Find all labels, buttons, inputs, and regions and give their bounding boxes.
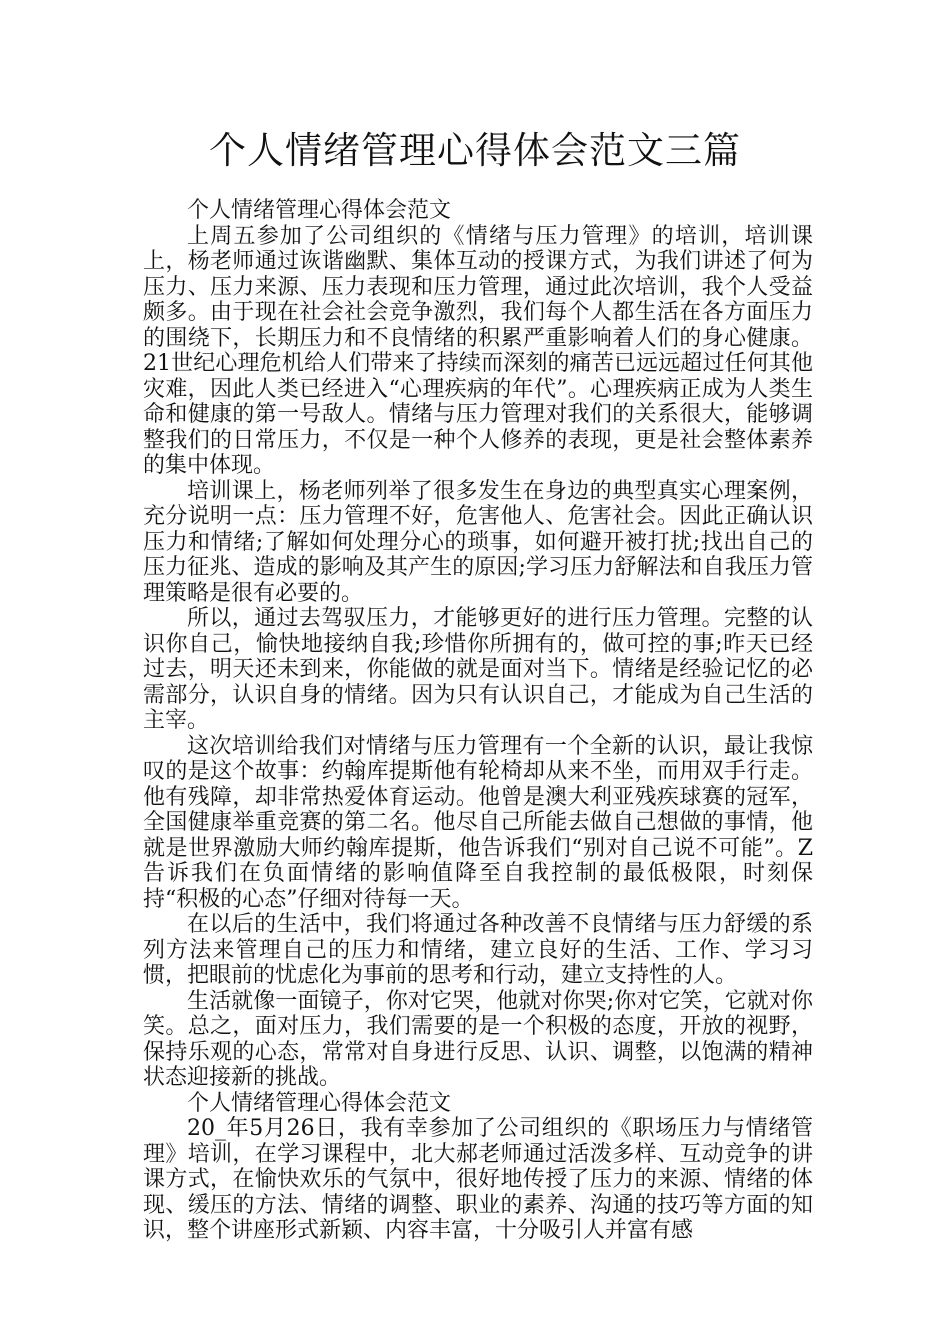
- paragraph-7: 20_年5月26日，我有幸参加了公司组织的《职场压力与情绪管理》培训，在学习课程中，北大郝老师通过活泼多样、互动竞争的讲课方式，在愉快欢乐的气氛中，很好地传授了压力的来源、情绪的体现、缓压的方法、情绪的调整、职业的素养、沟通的技巧等方面的知识，整个讲座形式新颖、内容丰富，十分吸引人并富有感: [143, 1116, 813, 1243]
- paragraph-5: 在以后的生活中，我们将通过各种改善不良情绪与压力舒缓的系列方法来管理自己的压力和情绪，建立良好的生活、工作、学习习惯，把眼前的忧虑化为事前的思考和行动，建立支持性的人。: [143, 912, 813, 988]
- paragraph-4: 这次培训给我们对情绪与压力管理有一个全新的认识，最让我惊叹的是这个故事：约翰库提斯他有轮椅却从来不坐，而用双手行走。他有残障，却非常热爱体育运动。他曾是澳大利亚残疾球赛的冠军，全国健康举重竞赛的第二名。他尽自己所能去做自己想做的事情，他就是世界激励大师约翰库提斯，他告诉我们“别对自己说不可能”。Z告诉我们在负面情绪的影响值降至自我控制的最低极限，时刻保持“积极的心态”仔细对待每一天。: [143, 733, 813, 912]
- document-title: 个人情绪管理心得体会范文三篇: [209, 129, 741, 172]
- section-heading-1: 个人情绪管理心得体会范文: [187, 198, 452, 223]
- paragraph-1: 上周五参加了公司组织的《情绪与压力管理》的培训，培训课上，杨老师通过诙谐幽默、集体互动的授课方式，为我们讲述了何为压力、压力来源、压力表现和压力管理，通过此次培训，我个人受益颇多。由于现在社会社会竞争激烈，我们每个人都生活在各方面压力的围绕下，长期压力和不良情绪的积累严重影响着人们的身心健康。21世纪心理危机给人们带来了持续而深刻的痛苦已远远超过任何其他灾难，因此人类已经进入“心理疾病的年代”。心理疾病正成为人类生命和健康的第一号敌人。情绪与压力管理对我们的关系很大，能够调整我们的日常压力，不仅是一种个人修养的表现，更是社会整体素养的集中体现。: [143, 223, 813, 478]
- paragraph-6: 生活就像一面镜子，你对它哭，他就对你哭;你对它笑，它就对你笑。总之，面对压力，我们需要的是一个积极的态度，开放的视野，保持乐观的心态，常常对自身进行反思、认识、调整，以饱满的精神状态迎接新的挑战。: [143, 988, 813, 1090]
- paragraph-2: 培训课上，杨老师列举了很多发生在身边的典型真实心理案例，充分说明一点：压力管理不好，危害他人、危害社会。因此正确认识压力和情绪;了解如何处理分心的琐事，如何避开被打扰;找出自己的压力征兆、造成的影响及其产生的原因;学习压力舒解法和自我压力管理策略是很有必要的。: [143, 478, 813, 606]
- document-body: [143, 198, 813, 1244]
- paragraph-3: 所以，通过去驾驭压力，才能够更好的进行压力管理。完整的认识你自己，愉快地接纳自我;珍惜你所拥有的，做可控的事;昨天已经过去，明天还未到来，你能做的就是面对当下。情绪是经验记忆的必需部分，认识自身的情绪。因为只有认识自己，才能成为自己生活的主宰。: [143, 606, 813, 733]
- section-heading-2: 个人情绪管理心得体会范文: [187, 1090, 452, 1116]
